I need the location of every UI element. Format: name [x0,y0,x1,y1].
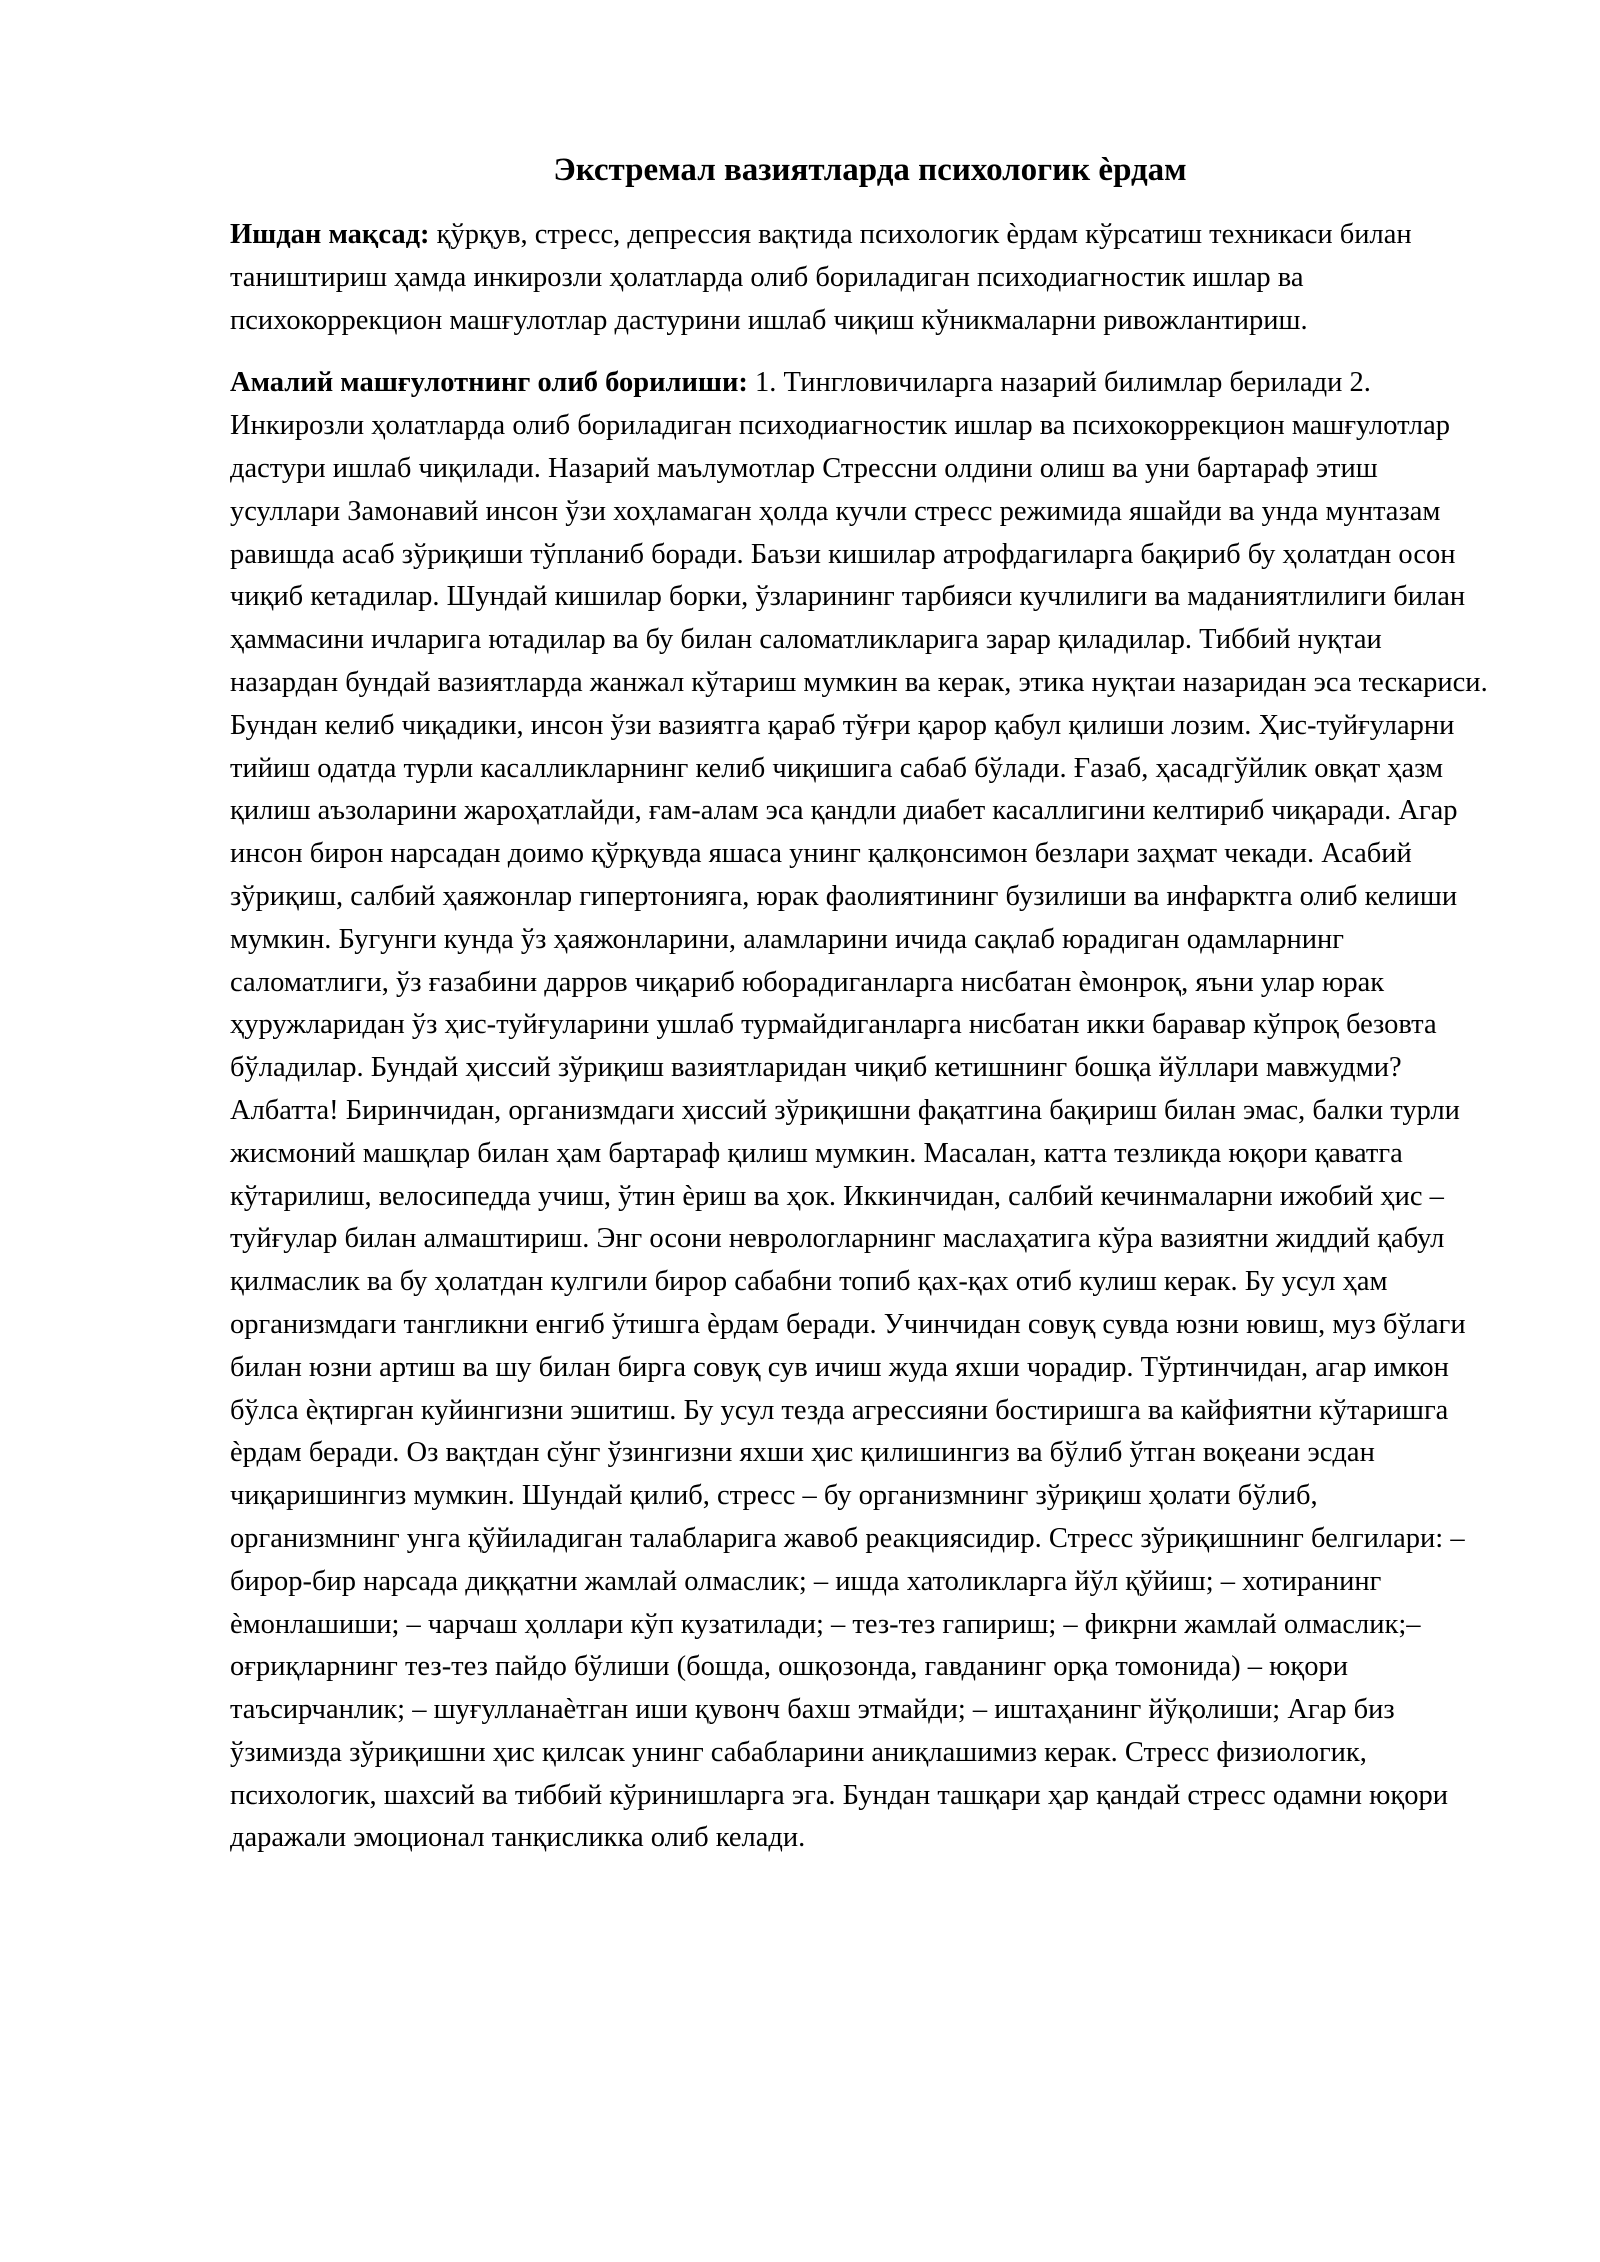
procedure-label: Амалий машғулотнинг олиб борилиши: [230,367,748,399]
goal-text: қўрқув, стресс, депрессия вақтида психологик ѐрдам кўрсатиш техникаси билан таништириш ҳамда инкирозли ҳолатларда олиб бориладиган психодиагностик ишлар ва психокоррекцион машғулотлар дастурини ишлаб чиқиш кўникмаларни ривожлантириш. [230,219,1412,336]
procedure-text: 1. Тингловичиларга назарий билимлар берилади 2. Инкирозли ҳолатларда олиб бориладиган психодиагностик ишлар ва психокоррекцион машғулотлар дастури ишлаб чиқилади. Назарий маълумотлар Стрессни олдини олиш ва уни бартараф этиш усуллари Замонавий инсон ўзи хоҳламаган ҳолда кучли стресс режимида яшайди ва унда мунтазам равишда асаб зўриқиши тўпланиб боради. Баъзи кишилар атрофдагиларга бақириб бу ҳолатдан осон чиқиб кетадилар. Шундай кишилар борки, ўзларининг тарбияси кучлилиги ва маданиятлилиги билан ҳаммасини ичларига ютадилар ва бу билан саломатликларига зарар қиладилар. Тиббий нуқтаи назардан бундай вазиятларда жанжал кўтариш мумкин ва керак, этика нуқтаи назаридан эса тескариси. Бундан келиб чиқадики, инсон ўзи вазиятга қараб тўғри қарор қабул қилиши лозим. Ҳис-туйғуларни тийиш одатда турли касалликларнинг келиб чиқишига сабаб бўлади. Ғазаб, ҳасадгўйлик овқат ҳазм қилиш аъзоларини жароҳатлайди, ғам-алам эса қандли диабет касаллигини келтириб чиқаради. Агар инсон бирон нарсадан доимо қўрқувда яшаса унинг қалқонсимон безлари заҳмат чекади. Асабий зўриқиш, салбий ҳаяжонлар гипертонияга, юрак фаолиятининг бузилиши ва инфарктга олиб келиши мумкин. Бугунги кунда ўз ҳаяжонларини, аламларини ичида сақлаб юрадиган одамларнинг саломатлиги, ўз ғазабини дарров чиқариб юборадиганларга нисбатан ѐмонроқ, яъни улар юрак ҳуружларидан ўз ҳис-туйғуларини ушлаб турмайдиганларга нисбатан икки баравар кўпроқ безовта бўладилар. Бундай ҳиссий зўриқиш вазиятларидан чиқиб кетишнинг бошқа йўллари мавжудми? Албатта! Биринчидан, организмдаги ҳиссий зўриқишни фақатгина бақириш билан эмас, балки турли жисмоний машқлар билан ҳам бартараф қилиш мумкин. Масалан, катта тезликда юқори қаватга кўтарилиш, велосипедда учиш, ўтин ѐриш ва ҳок. Иккинчидан, салбий кечинмаларни ижобий ҳис –туйғулар билан алмаштириш. Энг осони неврологларнинг маслаҳатига кўра вазиятни жиддий қабул қилмаслик ва бу ҳолатдан кулгили бирор сабабни топиб қах-қах отиб кулиш керак. Бу усул ҳам организмдаги тангликни енгиб ўтишга ѐрдам беради. Учинчидан совуқ сувда юзни ювиш, муз бўлаги билан юзни артиш ва шу билан бирга совуқ сув ичиш жуда яхши чорадир. Тўртинчидан, агар имкон бўлса ѐқтирган куйингизни эшитиш. Бу усул тезда агрессияни бостиришга ва кайфиятни кўтаришга ѐрдам беради. Оз вақтдан сўнг ўзингизни яхши ҳис қилишингиз ва бўлиб ўтган воқеани эсдан чиқаришингиз мумкин. Шундай қилиб, стресс – бу организмнинг зўриқиш ҳолати бўлиб, организмнинг унга қўйиладиган талабларига жавоб реакциясидир. Стресс зўриқишнинг белгилари: – бирор-бир нарсада диққатни жамлай олмаслик; – ишда хатоликларга йўл қўйиш; – хотиранинг ѐмонлашиши; – чарчаш ҳоллари кўп кузатилади; – тез-тез гапириш; – фикрни жамлай олмаслик;– оғриқларнинг тез-тез пайдо бўлиши (бошда, ошқозонда, гавданинг орқа томонида) – юқори таъсирчанлик; – шуғулланаѐтган иши қувонч бахш этмайди; – иштаҳанинг йўқолиши; Агар биз ўзимизда зўриқишни ҳис қилсак унинг сабабларини аниқлашимиз керак. Стресс физиологик, психологик, шахсий ва тиббий кўринишларга эга. Бундан ташқари ҳар қандай стресс одамни юқори даражали эмоционал танқисликка олиб келади. [230,367,1488,1854]
procedure-paragraph [230,362,1490,1860]
goal-paragraph [230,214,1490,342]
goal-label: Ишдан мақсад: [230,219,430,250]
page-title: Экстремал вазиятларда психологик ѐрдам [553,152,1187,188]
document-page [230,148,1490,1880]
